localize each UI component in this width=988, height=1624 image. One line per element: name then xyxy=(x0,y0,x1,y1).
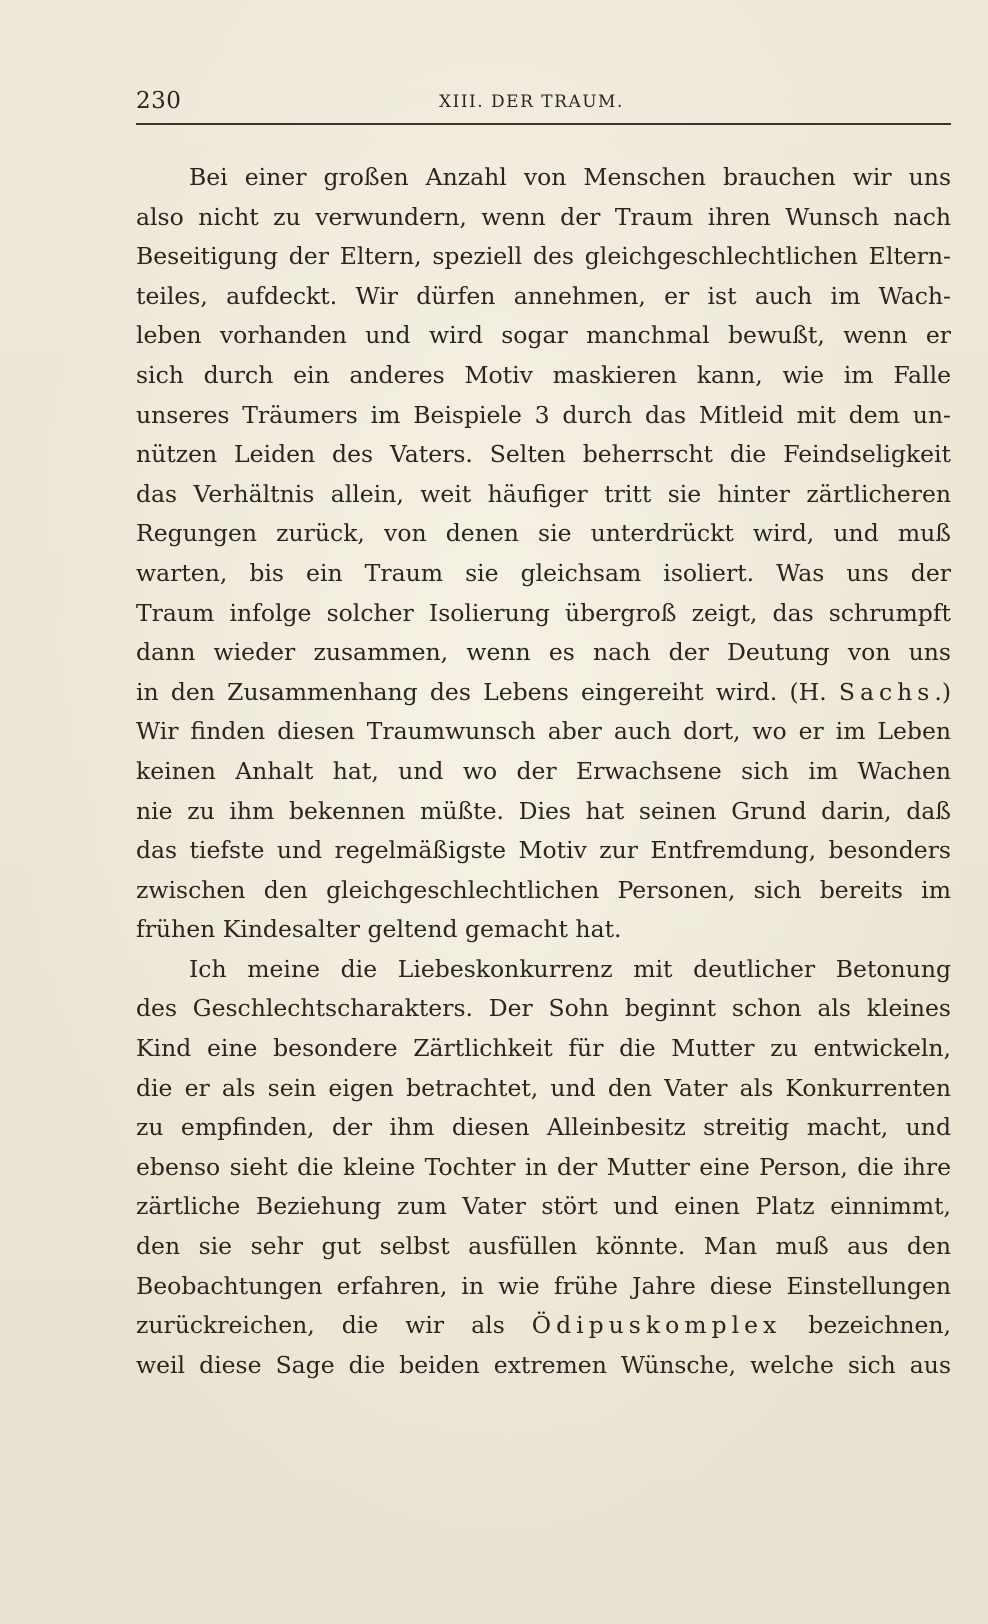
text-line: Wir finden diesen Traumwunsch aber auch dort, wo er im Leben xyxy=(136,717,951,746)
text-segment: .) xyxy=(934,677,951,706)
text-line-with-citation xyxy=(136,673,951,713)
text-line: das tiefste und regelmäßigste Motiv zur Entfremdung, besonders xyxy=(136,836,951,865)
text-line: zu empfinden, der ihm diesen Alleinbesitz streitig macht, und xyxy=(136,1113,951,1142)
body-text xyxy=(136,158,951,1385)
paragraph-2 xyxy=(136,950,951,1386)
text-segment: bezeichnen, xyxy=(781,1311,951,1340)
text-line: ebenso sieht die kleine Tochter in der Mutter eine Person, die ihre xyxy=(136,1152,951,1181)
text-line: Regungen zurück, von denen sie unterdrückt wird, und muß xyxy=(136,519,951,548)
text-line: nützen Leiden des Vaters. Selten beherrscht die Feindseligkeit xyxy=(136,440,951,469)
text-line: teiles, aufdeckt. Wir dürfen annehmen, er ist auch im Wach- xyxy=(136,281,951,310)
text-segment: zurückreichen, die wir als xyxy=(136,1311,532,1340)
running-head: XIII. DER TRAUM. xyxy=(439,92,624,112)
text-line: sich durch ein anderes Motiv maskieren kann, wie im Falle xyxy=(136,360,951,389)
text-line: die er als sein eigen betrachtet, und den Vater als Konkurrenten xyxy=(136,1073,951,1102)
text-line: des Geschlechtscharakters. Der Sohn beginnt schon als kleines xyxy=(136,994,951,1023)
text-line-with-term xyxy=(136,1306,951,1346)
text-line: weil diese Sage die beiden extremen Wünsche, welche sich aus xyxy=(136,1350,951,1379)
text-line: warten, bis ein Traum sie gleichsam isoliert. Was uns der xyxy=(136,558,951,587)
text-line: nie zu ihm bekennen müßte. Dies hat seinen Grund darin, daß xyxy=(136,796,951,825)
text-line: keinen Anhalt hat, und wo der Erwachsene sich im Wachen xyxy=(136,756,951,785)
text-line: unseres Träumers im Beispiele 3 durch das Mitleid mit dem un- xyxy=(136,400,951,429)
text-line: also nicht zu verwundern, wenn der Traum ihren Wunsch nach xyxy=(136,202,951,231)
text-line: Beseitigung der Eltern, speziell des gleichgeschlechtlichen Eltern- xyxy=(136,242,951,271)
header-rule xyxy=(136,123,951,125)
text-line: das Verhältnis allein, weit häufiger tritt sie hinter zärtlicheren xyxy=(136,479,951,508)
text-line: Traum infolge solcher Isolierung übergroß zeigt, das schrumpft xyxy=(136,598,951,627)
text-line: Beobachtungen erfahren, in wie frühe Jahre diese Einstellungen xyxy=(136,1271,951,1300)
text-line: Ich meine die Liebeskonkurrenz mit deutlicher Betonung xyxy=(189,954,951,983)
text-line: den sie sehr gut selbst ausfüllen könnte. Man muß aus den xyxy=(136,1232,951,1261)
text-line: dann wieder zusammen, wenn es nach der Deutung von uns xyxy=(136,638,951,667)
emphasized-term: Ödipuskomplex xyxy=(531,1311,782,1340)
page-number: 230 xyxy=(136,88,182,114)
cited-author: Sachs xyxy=(838,677,935,706)
text-line: frühen Kindesalter geltend gemacht hat. xyxy=(136,915,622,944)
paragraph-1 xyxy=(136,158,951,950)
text-line: Kind eine besondere Zärtlichkeit für die Mutter zu entwickeln, xyxy=(136,1034,951,1063)
text-line: leben vorhanden und wird sogar manchmal bewußt, wenn er xyxy=(136,321,951,350)
text-segment: in den Zusammenhang des Lebens eingereiht wird. (H. xyxy=(136,677,839,706)
text-line: zwischen den gleichgeschlechtlichen Personen, sich bereits im xyxy=(136,875,951,904)
text-line: zärtliche Beziehung zum Vater stört und einen Platz einnimmt, xyxy=(136,1192,951,1221)
text-line: Bei einer großen Anzahl von Menschen brauchen wir uns xyxy=(189,163,951,191)
page-header xyxy=(136,84,951,120)
